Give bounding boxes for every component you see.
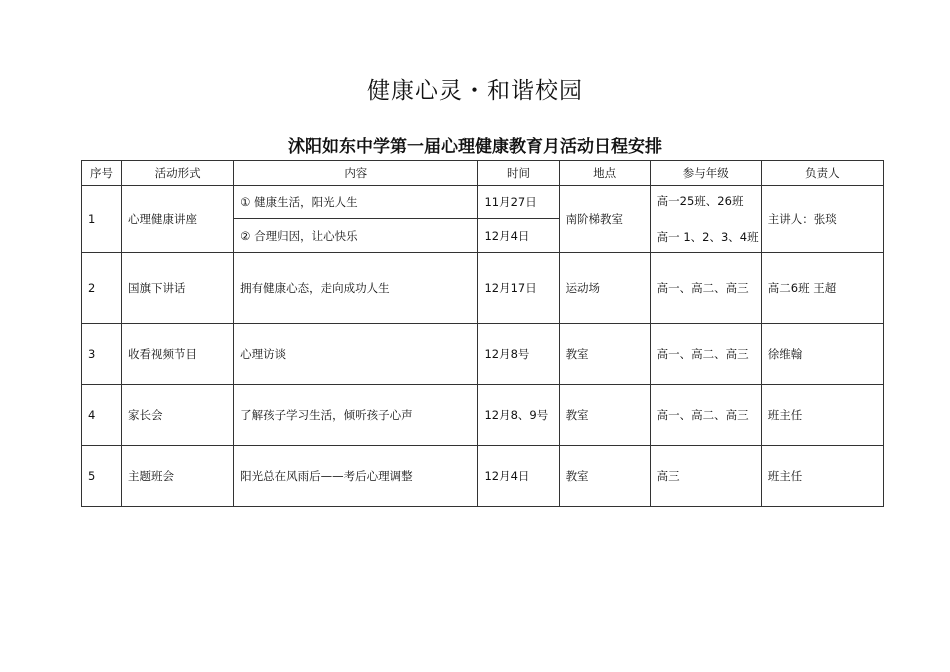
table-row: [82, 253, 884, 324]
cell-owner: 班主任: [761, 385, 883, 446]
header-time: 时间: [478, 161, 559, 186]
document-title: 健康心灵・和谐校园: [367, 78, 583, 104]
cell-place: 教室: [559, 385, 650, 446]
cell-time: 12月4日: [478, 219, 559, 253]
cell-grade: 高三: [650, 446, 761, 507]
cell-content: 心理访谈: [234, 324, 478, 385]
cell-content: ① 健康生活，阳光人生: [234, 186, 478, 219]
table-row: [82, 446, 884, 507]
table-row: [82, 385, 884, 446]
header-grade: 参与年级: [650, 161, 761, 186]
cell-form: 心理健康讲座: [122, 186, 234, 253]
cell-grade: 高一、高二、高三: [650, 324, 761, 385]
cell-no: 1: [82, 186, 122, 253]
cell-content: ② 合理归因，让心快乐: [234, 219, 478, 253]
table-row: [82, 324, 884, 385]
header-form: 活动形式: [122, 161, 234, 186]
header-owner: 负责人: [761, 161, 883, 186]
cell-no: 5: [82, 446, 122, 507]
cell-no: 2: [82, 253, 122, 324]
cell-content: 拥有健康心态，走向成功人生: [234, 253, 478, 324]
cell-time: 12月8、9号: [478, 385, 559, 446]
cell-content: 了解孩子学习生活，倾听孩子心声: [234, 385, 478, 446]
cell-form: 主题班会: [122, 446, 234, 507]
cell-time: 11月27日: [478, 186, 559, 219]
header-place: 地点: [559, 161, 650, 186]
cell-form: 国旗下讲话: [122, 253, 234, 324]
cell-owner: 高二6班 王超: [761, 253, 883, 324]
header-no: 序号: [82, 161, 122, 186]
cell-place: 教室: [559, 324, 650, 385]
cell-place: 南阶梯教室: [559, 186, 650, 253]
cell-owner: 徐维翰: [761, 324, 883, 385]
cell-grade: 高一、高二、高三: [650, 253, 761, 324]
cell-no: 3: [82, 324, 122, 385]
cell-form: 家长会: [122, 385, 234, 446]
cell-owner: 班主任: [761, 446, 883, 507]
cell-form: 收看视频节目: [122, 324, 234, 385]
schedule-table: [81, 160, 884, 507]
header-content: 内容: [234, 161, 478, 186]
grade-line-1: 高一25班、26班: [656, 194, 744, 208]
cell-owner: 主讲人：张琰: [761, 186, 883, 253]
cell-time: 12月4日: [478, 446, 559, 507]
cell-time: 12月17日: [478, 253, 559, 324]
cell-grade: 高一、高二、高三: [650, 385, 761, 446]
grade-line-2: 高一 1、2、3、4班: [656, 230, 759, 244]
table-header-row: [82, 161, 884, 186]
cell-place: 教室: [559, 446, 650, 507]
cell-content: 阳光总在风雨后——考后心理调整: [234, 446, 478, 507]
table-row: [82, 186, 884, 219]
cell-place: 运动场: [559, 253, 650, 324]
cell-time: 12月8号: [478, 324, 559, 385]
cell-no: 4: [82, 385, 122, 446]
cell-grade: [650, 186, 761, 253]
schedule-subtitle: 沭阳如东中学第一届心理健康教育月活动日程安排: [288, 137, 662, 157]
